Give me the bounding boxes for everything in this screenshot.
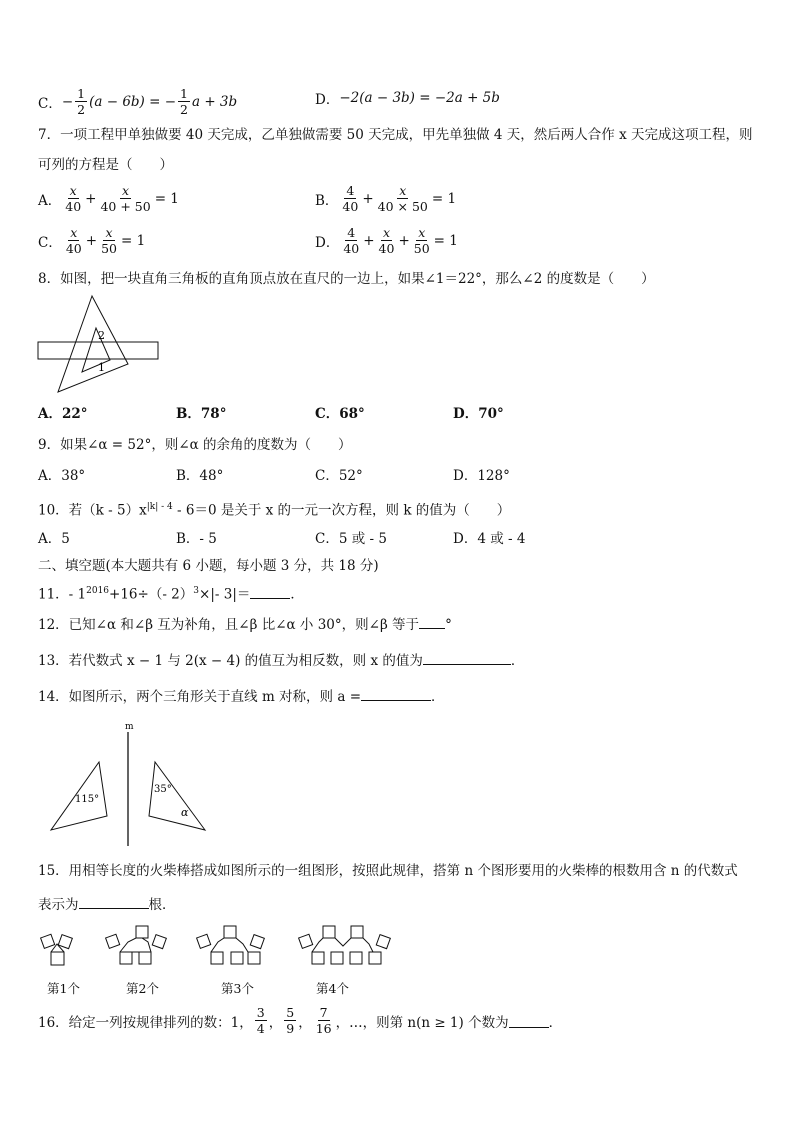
fraction [255, 1005, 267, 1036]
q15-text: 表示为 [38, 897, 79, 913]
q9-option-c: C．52° [315, 468, 363, 484]
q8-option-c: C．68° [315, 406, 365, 422]
comma: ， [268, 1014, 283, 1031]
option-label: C． [38, 234, 62, 251]
option-label: D． [315, 234, 340, 251]
denominator: 40 [65, 241, 82, 256]
q7-option-b [315, 183, 456, 214]
q10-option-c: C．5 或 - 5 [315, 531, 387, 547]
q13-stem [38, 650, 524, 670]
degree-sign: ° [445, 617, 452, 633]
math-text: −2(a − 3b) = −2a + 5b [339, 90, 500, 106]
denominator: 40 [65, 199, 82, 214]
q10-stem-a: 10．若（k - 5）x [38, 502, 147, 519]
exponent: |k| - 4 [146, 502, 173, 512]
section-heading: 二、填空题(本大题共有 6 小题，每小题 3 分，共 18 分) [38, 558, 379, 574]
q6-option-c [38, 86, 237, 117]
answer-blank[interactable] [79, 894, 149, 909]
answer-blank[interactable] [509, 1013, 549, 1028]
angle-1-label: 1 [98, 361, 105, 374]
option-label: B． [315, 192, 339, 209]
q9-option-d: D．128° [453, 468, 510, 484]
period: ． [548, 1014, 563, 1031]
math-text: (a − 6b) = − [89, 93, 177, 110]
q10-option-b: B．- 5 [176, 531, 217, 547]
triangle-outer [58, 296, 128, 392]
period: ． [290, 586, 304, 603]
numerator: x [418, 225, 426, 240]
q14-symmetry-figure [40, 720, 220, 848]
denominator: 40 [378, 241, 395, 256]
figure-label-1: 第1个 [47, 981, 80, 996]
q6-option-d [315, 88, 500, 108]
q10-option-d: D．4 或 - 4 [453, 531, 526, 547]
fraction [376, 183, 430, 214]
q11-part-c: ×|- 3|＝ [199, 586, 251, 603]
fraction [64, 225, 84, 256]
q8-option-a: A．22° [38, 406, 88, 422]
option-label: A． [38, 192, 62, 209]
option-label: D． [315, 92, 340, 108]
fraction [99, 225, 119, 256]
fraction [98, 183, 152, 214]
numerator: x [382, 225, 391, 240]
q14-text: 14．如图所示，两个三角形关于直线 m 对称，则 a = [38, 689, 362, 705]
q8-ruler-triangle-figure [36, 294, 166, 398]
math-text: = 1 [120, 232, 146, 249]
q15-stem-line1: 15．用相等长度的火柴棒搭成如图所示的一组图形，按照此规律，搭第 n 个图形要用的火柴棒的根数用含 n 的代数式 [38, 863, 738, 879]
matchstick-figure-1 [41, 934, 73, 965]
fraction [341, 225, 361, 256]
denominator: 40 [343, 241, 360, 256]
fraction [377, 225, 397, 256]
angle-35-label: 35° [154, 784, 172, 795]
q7-option-a [38, 183, 179, 214]
fraction [412, 225, 432, 256]
numerator: 3 [256, 1005, 265, 1020]
q10-stem-b: - 6＝0 是关于 x 的一元一次方程，则 k 的值为（ ） [172, 502, 511, 519]
option-label: C． [38, 95, 62, 112]
q7-option-d [315, 225, 458, 256]
denominator: 40 [342, 199, 359, 214]
triangle-inner [82, 328, 110, 372]
fraction [314, 1005, 334, 1036]
fraction [63, 183, 83, 214]
q10-stem [38, 498, 510, 520]
matchstick-figure-2 [106, 926, 167, 964]
numerator: 4 [346, 183, 355, 198]
denominator: 50 [101, 241, 117, 256]
angle-2-label: 2 [98, 329, 105, 342]
q12-text: 12．已知∠α 和∠β 互为补角，且∠β 比∠α 小 30°，则∠β 等于 [38, 617, 420, 633]
answer-blank[interactable] [419, 614, 445, 629]
denominator: 4 [256, 1021, 265, 1036]
right-triangle [149, 762, 205, 830]
plus-sign: + [363, 232, 375, 249]
math-text: = 1 [433, 232, 458, 249]
numerator: 7 [319, 1005, 328, 1020]
answer-blank[interactable] [250, 584, 290, 599]
plus-sign: + [398, 232, 410, 249]
q7-stem-line1: 7．一项工程甲单独做要 40 天完成，乙单独做需要 50 天完成，甲先单独做 4 天，然后两人合作 x 天完成这项工程，则 [38, 127, 753, 143]
numerator: x [105, 225, 113, 240]
figure-label-3: 第3个 [221, 981, 254, 996]
q16-text-b: ，…，则第 n(n ≥ 1) 个数为 [335, 1014, 509, 1031]
denominator: 9 [286, 1021, 295, 1036]
fraction [75, 86, 87, 117]
q11-stem [38, 582, 304, 604]
denominator: 40 × 50 [377, 199, 428, 214]
math-text: a + 3b [191, 93, 238, 110]
numerator: x [69, 183, 77, 198]
numerator: x [70, 225, 78, 240]
denominator: 2 [180, 102, 188, 117]
q8-option-d: D．70° [453, 406, 504, 422]
angle-115-label: 115° [75, 794, 100, 805]
exponent: 3 [193, 586, 200, 596]
denominator: 2 [77, 102, 86, 117]
q11-part-b: +16÷（- 2） [109, 586, 194, 603]
numerator: x [122, 183, 130, 198]
numerator: x [399, 183, 407, 198]
numerator: 1 [180, 86, 188, 101]
denominator: 40 + 50 [100, 199, 151, 214]
math-text: − [61, 93, 74, 110]
q13-text: 13．若代数式 x − 1 与 2(x − 4) 的值互为相反数，则 x 的值为 [38, 653, 423, 669]
q14-stem [38, 686, 445, 706]
q15-matchstick-figures [38, 922, 398, 972]
period: ． [510, 653, 525, 669]
matchstick-figure-3 [197, 926, 265, 964]
ruler-shape [38, 342, 158, 359]
denominator: 50 [413, 241, 430, 256]
math-text: = 1 [431, 190, 457, 207]
q9-stem: 9．如果∠α = 52°，则∠α 的余角的度数为（ ） [38, 437, 352, 453]
q8-option-b: B．78° [176, 406, 227, 422]
fraction [340, 183, 360, 214]
q9-option-b: B．48° [176, 468, 224, 484]
fraction [178, 86, 190, 117]
q16-text-a: 16．给定一列按规律排列的数：1， [38, 1014, 253, 1031]
q11-part-a: 11．- 1 [38, 586, 87, 603]
q16-stem [38, 1005, 562, 1036]
q8-stem: 8．如图，把一块直角三角板的直角顶点放在直尺的一边上，如果∠1＝22°，那么∠2 的度数是（ ） [38, 271, 655, 287]
fraction [284, 1005, 296, 1036]
q10-option-a: A．5 [38, 531, 70, 547]
period: ． [431, 689, 445, 705]
plus-sign: + [85, 232, 98, 249]
plus-sign: + [85, 190, 97, 207]
q15-stem-line2 [38, 894, 176, 914]
line-m-label: m [125, 722, 134, 732]
q9-option-a: A．38° [38, 468, 86, 484]
exponent: 2016 [86, 586, 110, 596]
plus-sign: + [362, 190, 374, 207]
q7-option-c [38, 225, 145, 256]
figure-label-4: 第4个 [316, 981, 349, 996]
comma: ， [298, 1014, 312, 1031]
numerator: 1 [77, 86, 86, 101]
math-text: = 1 [154, 190, 179, 207]
numerator: 4 [347, 225, 356, 240]
angle-alpha-label: α [181, 806, 189, 819]
answer-blank[interactable] [423, 650, 511, 665]
q7-stem-line2: 可列的方程是（ ） [38, 157, 173, 173]
denominator: 16 [315, 1021, 332, 1036]
q15-unit: 根． [148, 897, 176, 913]
q12-stem [38, 614, 452, 634]
matchstick-figure-4 [299, 926, 391, 964]
answer-blank[interactable] [361, 686, 431, 701]
figure-label-2: 第2个 [126, 981, 159, 996]
numerator: 5 [286, 1005, 295, 1020]
